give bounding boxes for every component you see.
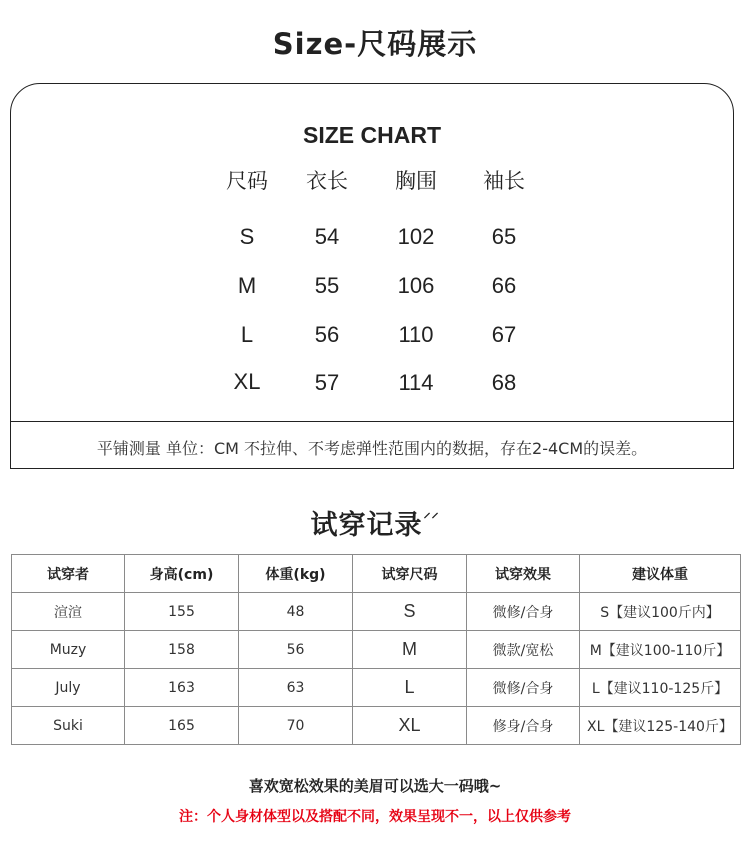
table-row	[12, 593, 741, 631]
sparkle-icon: ⸝⸝	[423, 505, 440, 521]
chart-cell: M	[237, 273, 257, 298]
table-cell: 163	[125, 669, 239, 707]
table-cell: 修身/合身	[467, 707, 580, 745]
page-title: Size-尺码展示	[272, 27, 478, 61]
table-cell: XL【建议125-140斤】	[580, 707, 741, 745]
disclaimer-note: 注：个人身材体型以及搭配不同，效果呈现不一，以上仅供参考	[179, 809, 571, 825]
size-chart-title: SIZE CHART	[303, 122, 441, 148]
trial-table-header	[12, 555, 741, 593]
table-cell: L	[353, 669, 467, 707]
chart-cell: 68	[491, 370, 517, 395]
chart-cell: XL	[233, 369, 261, 394]
chart-cell: 110	[398, 322, 434, 347]
chart-cell: L	[240, 322, 254, 347]
table-cell: 渲渲	[12, 593, 125, 631]
table-cell: L【建议110-125斤】	[580, 669, 741, 707]
table-cell: M【建议100-110斤】	[580, 631, 741, 669]
chart-divider	[11, 421, 733, 422]
table-cell: 158	[125, 631, 239, 669]
table-cell: 155	[125, 593, 239, 631]
trial-header-cell: 试穿效果	[467, 555, 580, 593]
trial-header-cell: 体重(kg)	[239, 555, 353, 593]
trial-header-cell: 试穿尺码	[353, 555, 467, 593]
chart-header-length: 衣长	[306, 169, 348, 193]
trial-title-text: 试穿记录	[310, 510, 423, 541]
chart-header-sleeve: 袖长	[483, 169, 525, 193]
table-cell: July	[12, 669, 125, 707]
chart-cell: 102	[397, 224, 435, 249]
table-cell: XL	[353, 707, 467, 745]
trial-header-cell: 试穿者	[12, 555, 125, 593]
chart-cell: 106	[397, 273, 435, 298]
table-cell: 56	[239, 631, 353, 669]
trial-table	[11, 554, 741, 745]
trial-section-title	[0, 503, 750, 542]
table-cell: M	[353, 631, 467, 669]
trial-header-cell: 建议体重	[580, 555, 741, 593]
chart-cell: 65	[491, 224, 517, 249]
table-cell: 48	[239, 593, 353, 631]
chart-header-size: 尺码	[226, 169, 268, 193]
table-row	[12, 631, 741, 669]
table-cell: 70	[239, 707, 353, 745]
chart-cell: S	[239, 224, 255, 249]
table-cell: 微修/合身	[467, 593, 580, 631]
size-chart-box	[10, 83, 734, 469]
table-cell: Muzy	[12, 631, 125, 669]
chart-cell: 67	[491, 322, 517, 347]
table-cell: S【建议100斤内】	[580, 593, 741, 631]
chart-cell: 114	[398, 370, 434, 395]
chart-cell: 54	[314, 224, 340, 249]
sizing-tip: 喜欢宽松效果的美眉可以选大一码哦~	[248, 777, 502, 795]
table-row	[12, 707, 741, 745]
table-cell: 微款/宽松	[467, 631, 580, 669]
table-cell: 165	[125, 707, 239, 745]
chart-cell: 56	[314, 322, 340, 347]
chart-header-bust: 胸围	[395, 169, 437, 193]
table-cell: 微修/合身	[467, 669, 580, 707]
chart-cell: 66	[491, 273, 517, 298]
chart-cell: 55	[314, 273, 340, 298]
table-row	[12, 669, 741, 707]
table-cell: S	[353, 593, 467, 631]
trial-header-cell: 身高(cm)	[125, 555, 239, 593]
table-cell: Suki	[12, 707, 125, 745]
measurement-note: 平铺测量 单位：CM 不拉伸、不考虑弹性范围内的数据，存在2-4CM的误差。	[96, 439, 648, 458]
chart-cell: 57	[314, 370, 340, 395]
table-cell: 63	[239, 669, 353, 707]
